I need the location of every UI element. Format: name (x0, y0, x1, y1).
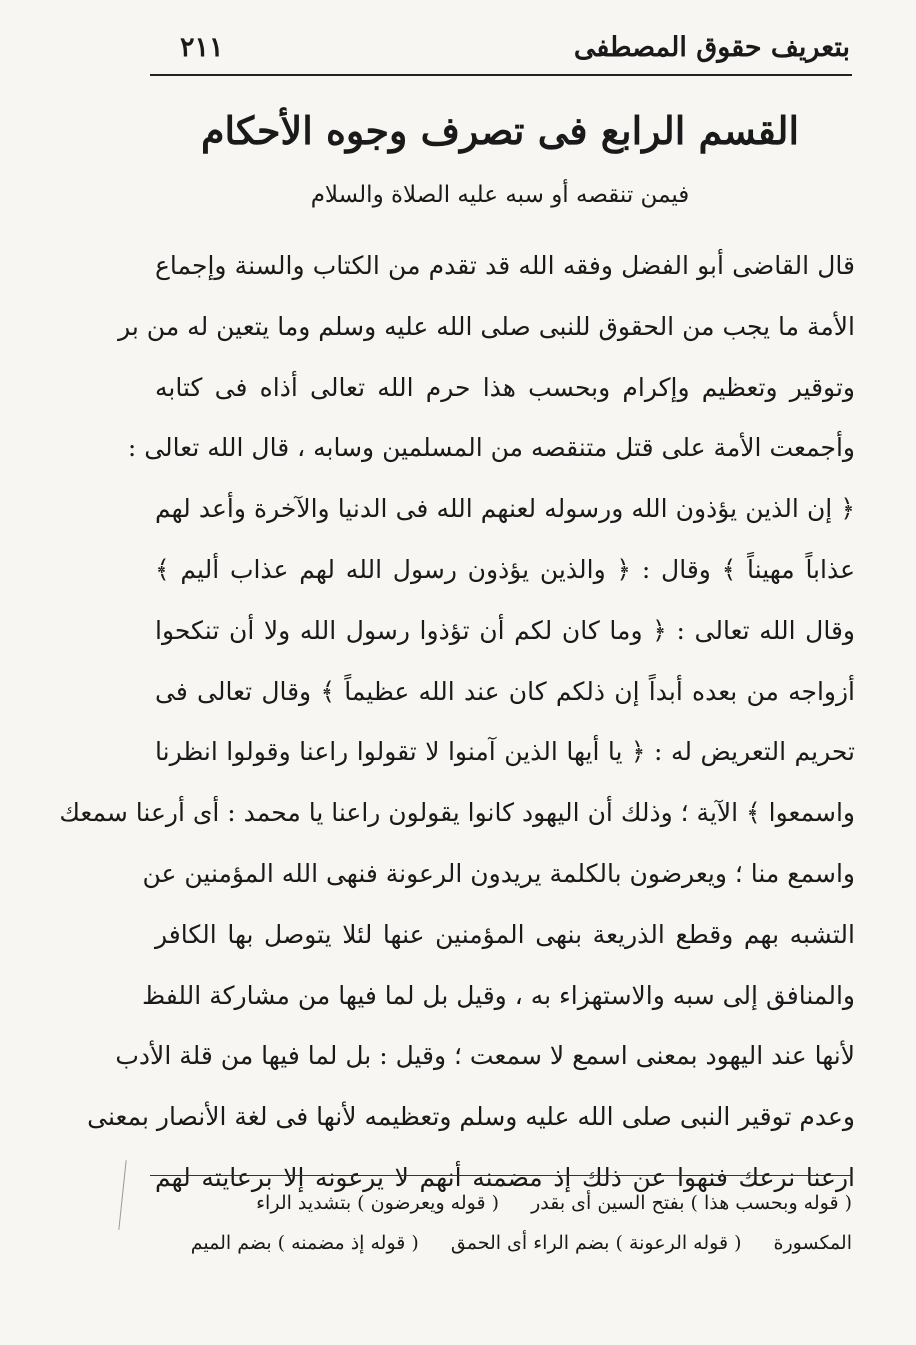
text-line: والمنافق إلى سبه والاستهزاء به ، وقيل بل لما فيها من مشاركة اللفظ (142, 980, 855, 1010)
running-title: بتعريف حقوق المصطفى (573, 32, 850, 63)
text-line: قال القاضى أبو الفضل وفقه الله قد تقدم من الكتاب والسنة وإجماع (155, 251, 855, 280)
text-line: ارعنا نرعك فنهوا عن ذلك إذ مضمنه أنهم لا يرعونه إلا برعايته لهم (155, 1162, 855, 1192)
text-line: الأمة ما يجب من الحقوق للنبى صلى الله عليه وسلم وما يتعين له من بر (118, 311, 855, 341)
text-line: لأنها عند اليهود بمعنى اسمع لا سمعت ؛ وقيل : بل لما فيها من قلة الأدب (115, 1041, 855, 1071)
text-line: ﴿ إن الذين يؤذون الله ورسوله لعنهم الله فى الدنيا والآخرة وأعد لهم (155, 494, 855, 524)
text-line: أزواجه من بعده أبداً إن ذلكم كان عند الله عظيماً ﴾ وقال تعالى فى (155, 676, 855, 706)
page-number: ٢١١ (180, 32, 224, 63)
footnotes (150, 1183, 852, 1263)
text-line: وقال الله تعالى : ﴿ وما كان لكم أن تؤذوا رسول الله ولا أن تنكحوا (155, 615, 855, 645)
text-line: تحريم التعريض له : ﴿ يا أيها الذين آمنوا لا تقولوا راعنا وقولوا انظرنا (155, 737, 855, 767)
footnote: ( قوله ويعرضون ) بتشديد الراء (256, 1192, 500, 1214)
footnote: ( قوله وبحسب هذا ) بفتح السين أى بقدر (531, 1192, 852, 1214)
footnote: ( قوله إذ مضمنه ) بضم الميم (190, 1232, 419, 1254)
text-line: واسمعوا ﴾ الآية ؛ وذلك أن اليهود كانوا يقولون راعنا يا محمد : أى أرعنا سمعك (59, 798, 855, 828)
running-header (150, 30, 850, 74)
text-line: واسمع منا ؛ ويعرضون بالكلمة يريدون الرعونة فنهى الله المؤمنين عن (142, 858, 855, 888)
footnote-line (150, 1183, 852, 1223)
header-rule (150, 74, 852, 76)
text-line: وتوقير وتعظيم وإكرام وبحسب هذا حرم الله تعالى أذاه فى كتابه (155, 372, 855, 402)
margin-mark (118, 1160, 126, 1230)
text-line: التشبه بهم وقطع الذريعة بنهى المؤمنين عنها لئلا يتوصل بها الكافر (155, 919, 855, 949)
text-line: وأجمعت الأمة على قتل متنقصه من المسلمين وسابه ، قال الله تعالى : (127, 433, 855, 463)
footnote-line (150, 1223, 852, 1263)
text-line: وعدم توقير النبى صلى الله عليه وسلم وتعظيمه لأنها فى لغة الأنصار بمعنى (87, 1102, 855, 1132)
footnote-rule (150, 1175, 852, 1176)
main-text (59, 236, 855, 1209)
section-title: القسم الرابع فى تصرف وجوه الأحكام (200, 108, 800, 153)
footnote: ( قوله الرعونة ) بضم الراء أى الحمق (450, 1232, 742, 1254)
text-line: عذاباً مهيناً ﴾ وقال : ﴿ والذين يؤذون رسول الله لهم عذاب أليم ﴾ (155, 554, 855, 584)
section-subtitle: فيمن تنقصه أو سبه عليه الصلاة والسلام (310, 182, 690, 208)
footnote: المكسورة (773, 1232, 852, 1254)
